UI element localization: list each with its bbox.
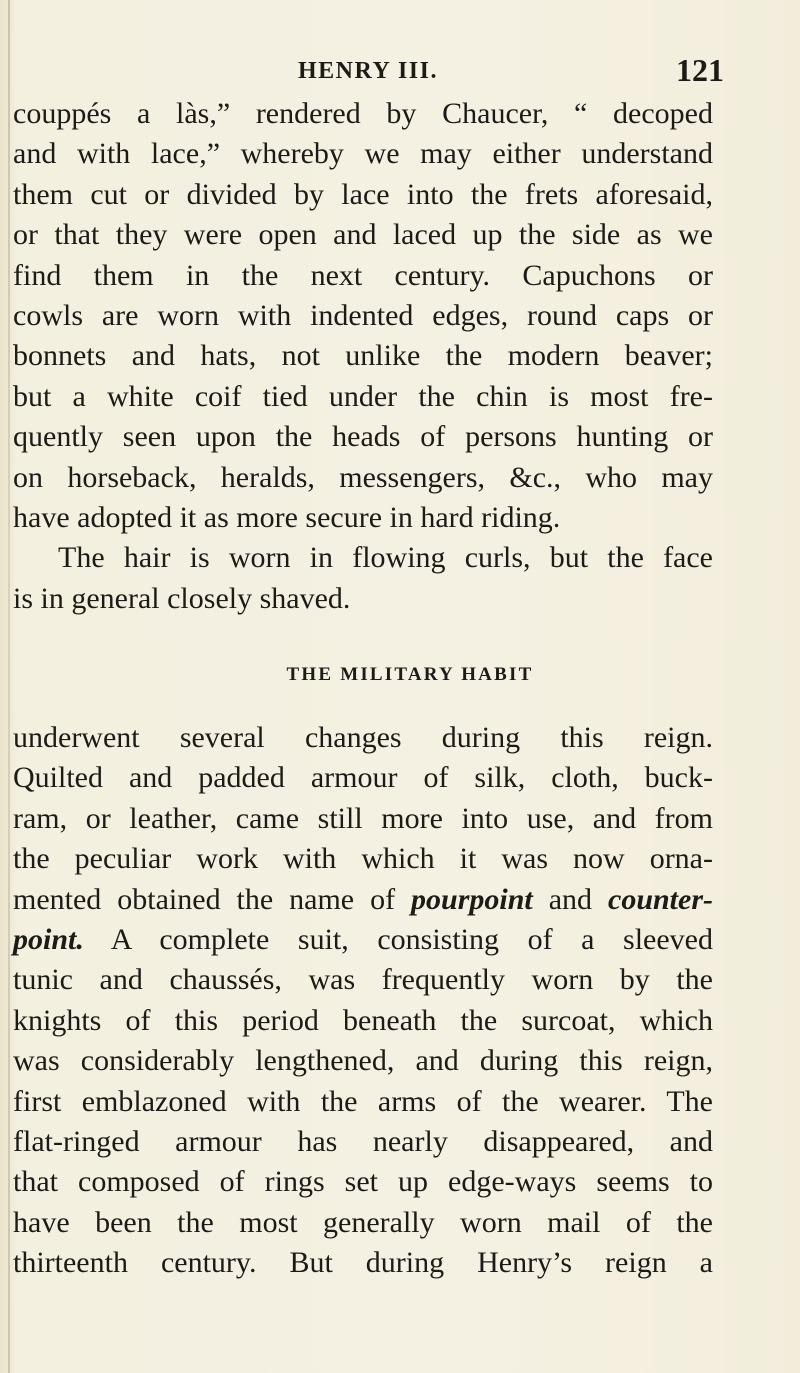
text-line: or that they were open and laced up the side as we (13, 218, 713, 252)
text-line: find them in the next century. Capuchons or (13, 258, 713, 292)
text-line: that composed of rings set up edge-ways seems to (13, 1165, 713, 1199)
text-run: and (532, 882, 608, 916)
text-line: cowls are worn with indented edges, round caps or (13, 298, 713, 332)
page-number: 121 (676, 52, 724, 88)
text-line: on horseback, heralds, messengers, &c., who may (13, 460, 713, 494)
text-line: couppés a làs,” rendered by Chaucer, “ decoped (13, 97, 713, 130)
text-line: quently seen upon the heads of persons hunting or (13, 420, 713, 454)
text-line: them cut or divided by lace into the frets aforesaid, (13, 177, 713, 211)
text-line (13, 920, 713, 960)
text-line: Quilted and padded armour of silk, cloth, buck- (13, 761, 713, 795)
text-line: tunic and chaussés, was frequently worn by the (13, 963, 713, 997)
text-block-lower (13, 718, 713, 1283)
running-head (0, 52, 800, 96)
text-run: mented obtained the name of (13, 882, 412, 916)
text-block-upper (13, 94, 713, 619)
italic-term-counterpoint: counter- (608, 882, 713, 916)
text-line: knights of this period beneath the surcoat, which (13, 1003, 713, 1037)
text-line: flat-ringed armour has nearly disappeared, and (13, 1124, 713, 1158)
text-line: thirteenth century. But during Henry’s reign a (13, 1246, 713, 1280)
text-line: underwent several changes during this reign. (13, 721, 713, 754)
text-line: bonnets and hats, not unlike the modern beaver; (13, 339, 713, 373)
text-line (13, 880, 713, 920)
page-gutter-shadow (8, 0, 10, 1373)
text-line: first emblazoned with the arms of the wearer. The (13, 1084, 713, 1118)
running-head-title: HENRY III. (298, 58, 438, 84)
section-heading: THE MILITARY HABIT (286, 664, 534, 685)
text-line: was considerably lengthened, and during this reign, (13, 1044, 713, 1078)
text-run: A complete suit, consisting of a sleeved (83, 922, 713, 956)
italic-term-pourpoint: pourpoint (411, 882, 533, 916)
italic-term-counterpoint-end: point. (13, 922, 84, 956)
text-line: is in general closely shaved. (13, 581, 351, 615)
text-line: ram, or leather, came still more into use, and from (13, 801, 713, 835)
text-line: but a white coif tied under the chin is most fre- (13, 379, 713, 413)
text-line: and with lace,” whereby we may either understand (13, 137, 713, 171)
text-line: The hair is worn in flowing curls, but the face (58, 541, 713, 575)
text-line: the peculiar work with which it was now orna- (13, 842, 713, 876)
text-line: have been the most generally worn mail of the (13, 1205, 713, 1239)
text-line: have adopted it as more secure in hard riding. (13, 500, 561, 534)
